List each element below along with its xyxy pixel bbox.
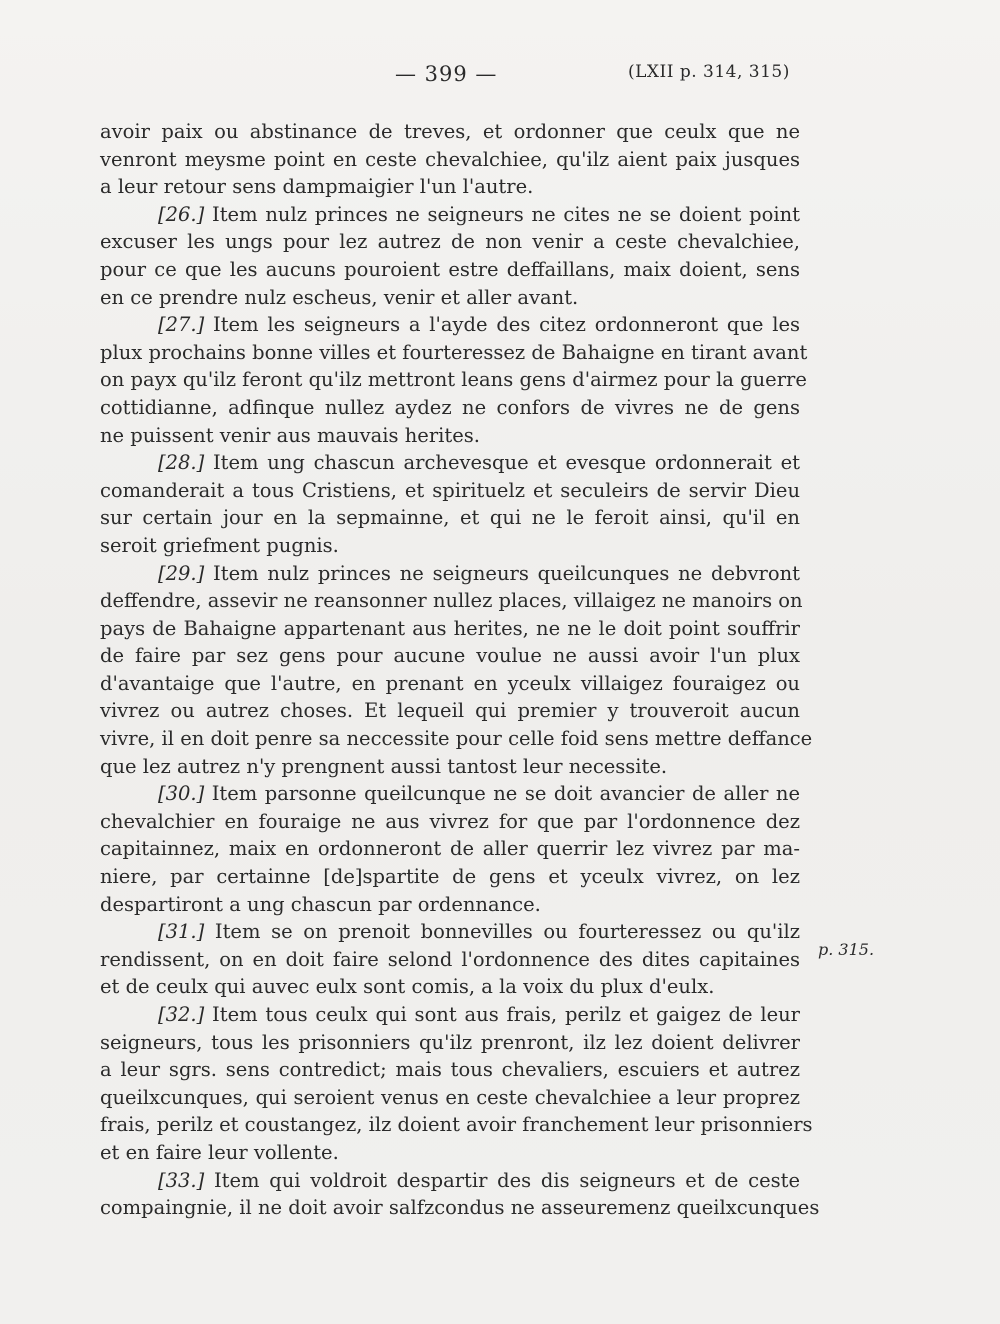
line-text: cottidianne, adfinque nullez aydez ne confors de vivres ne de gens (100, 395, 800, 419)
paragraph-number: [31.] (158, 920, 205, 944)
paragraph-start-line (100, 311, 800, 339)
text-line (100, 725, 813, 753)
line-text: excuser les ungs pour lez autrez de non venir a ceste chevalchiee, (100, 230, 800, 254)
page-number: — 399 — (395, 62, 498, 86)
text-line (100, 173, 800, 201)
text-line (100, 1111, 813, 1139)
text-line (100, 532, 800, 560)
paragraph-number: [32.] (158, 1003, 205, 1026)
line-text: comanderait a tous Cristiens, et spirituelz et seculeirs de servir Dieu (100, 478, 800, 502)
line-text: pays de Bahaigne appartenant aus herites, ne ne le doit point souffrir (100, 616, 800, 640)
page-reference: (LXII p. 314, 315) (628, 62, 790, 82)
text-line (100, 670, 800, 698)
line-text: pour ce que les aucuns pouroient estre deffaillans, maix doient, sens (100, 257, 800, 281)
paragraph-number: [26.] (158, 202, 205, 226)
line-text: capitainnez, maix en ordonneront de aller querrir lez vivrez par ma- (100, 837, 800, 861)
text-line (100, 753, 800, 781)
line-text: Item qui voldroit despartir des dis seigneurs et de ceste (204, 1168, 800, 1192)
text-line (100, 256, 800, 284)
line-text: en ce prendre nulz escheus, venir et aller avant. (100, 285, 579, 309)
paragraph-start-line (100, 780, 800, 808)
text-line (100, 1029, 800, 1057)
line-text: de faire par sez gens pour aucune voulue ne aussi avoir l'un plux (100, 644, 800, 668)
paragraph-number: [28.] (158, 451, 205, 475)
line-text: deffendre, assevir ne reansonner nullez places, villaigez ne manoirs on (100, 589, 803, 613)
text-line (100, 477, 800, 505)
paragraph-number: [27.] (158, 313, 205, 337)
line-text: Item ung chascun archevesque et evesque ordonnerait et (204, 451, 800, 475)
paragraph-number: [33.] (158, 1168, 205, 1192)
line-text: vivre, il en doit penre sa neccessite pour celle foid sens mettre deffance (100, 727, 813, 751)
line-text: seroit griefment pugnis. (100, 533, 339, 557)
line-text: niere, par certainne [de]spartite de gens et yceulx vivrez, on lez (100, 865, 800, 889)
paragraph-number: [29.] (158, 561, 205, 585)
text-line (100, 228, 800, 256)
line-text: queilxcunques, qui seroient venus en ceste chevalchiee a leur proprez (100, 1085, 800, 1109)
line-text: vivrez ou autrez choses. Et lequeil qui premier y trouveroit aucun (100, 699, 800, 723)
line-text: et en faire leur vollente. (100, 1140, 339, 1164)
text-line (100, 863, 800, 891)
line-text: ne puissent venir aus mauvais herites. (100, 423, 480, 447)
line-text: compaingnie, il ne doit avoir salfzcondus ne asseuremenz queilxcunques (100, 1196, 820, 1220)
line-text: seigneurs, tous les prisonniers qu'ilz prenront, ilz lez doient delivrer (100, 1030, 800, 1054)
text-line (100, 891, 800, 919)
body-text (100, 118, 820, 1222)
text-line (100, 504, 800, 532)
line-text: Item se on prenoit bonnevilles ou fourteressez ou qu'ilz (204, 920, 800, 944)
line-text: Item nulz princes ne seigneurs ne cites ne se doient point (204, 202, 800, 226)
text-line (100, 946, 800, 974)
line-text: Item nulz princes ne seigneurs queilcunques ne debvront (204, 561, 800, 585)
text-line (100, 1056, 800, 1084)
paragraph-start-line (100, 449, 800, 477)
line-text: et de ceulx qui auvec eulx sont comis, a la voix du plux d'eulx. (100, 975, 715, 999)
text-line (100, 697, 800, 725)
line-text: a leur retour sens dampmaigier l'un l'autre. (100, 175, 534, 199)
line-text: Item les seigneurs a l'ayde des citez ordonneront que les (204, 313, 800, 337)
line-text: avoir paix ou abstinance de treves, et ordonner que ceulx que ne (100, 120, 800, 143)
line-text: d'avantaige que l'autre, en prenant en yceulx villaigez fouraigez ou (100, 671, 800, 695)
text-line (100, 339, 808, 367)
paragraph-number: [30.] (158, 782, 205, 806)
text-line (100, 1084, 800, 1112)
paragraph-start-line (100, 1001, 800, 1029)
text-line (100, 394, 800, 422)
line-text: que lez autrez n'y prengnent aussi tantost leur necessite. (100, 754, 668, 778)
line-text: on payx qu'ilz feront qu'ilz mettront leans gens d'airmez pour la guerre (100, 368, 807, 392)
text-line (100, 1139, 800, 1167)
text-line (100, 973, 800, 1001)
text-line (100, 118, 800, 146)
line-text: sur certain jour en la sepmainne, et qui ne le feroit ainsi, qu'il en (100, 506, 800, 530)
text-line (100, 1194, 820, 1222)
line-text: rendissent, on en doit faire selond l'ordonnence des dites capitaines (100, 947, 800, 971)
page-header (0, 62, 1000, 86)
paragraph-start-line (100, 201, 800, 229)
line-text: plux prochains bonne villes et fourteressez de Bahaigne en tirant avant (100, 340, 808, 364)
line-text: Item parsonne queilcunque ne se doit avancier de aller ne (204, 782, 800, 806)
text-line (100, 422, 800, 450)
paragraph-start-line (100, 918, 800, 946)
paragraph-start-line (100, 560, 800, 588)
line-text: a leur sgrs. sens contredict; mais tous chevaliers, escuiers et autrez (100, 1058, 800, 1082)
margin-note: p. 315. (818, 940, 875, 959)
line-text: venront meysme point en ceste chevalchiee, qu'ilz aient paix jusques (100, 147, 800, 171)
text-line (100, 587, 803, 615)
text-line (100, 808, 800, 836)
line-text: chevalchier en fouraige ne aus vivrez for que par l'ordonnence dez (100, 809, 800, 833)
text-line (100, 366, 807, 394)
text-line (100, 835, 800, 863)
paragraph-start-line (100, 1167, 800, 1195)
text-line (100, 284, 800, 312)
text-line (100, 642, 800, 670)
text-line (100, 615, 800, 643)
text-line (100, 146, 800, 174)
line-text: despartiront a ung chascun par ordennance. (100, 892, 541, 916)
line-text: Item tous ceulx qui sont aus frais, perilz et gaigez de leur (204, 1003, 800, 1026)
line-text: frais, perilz et coustangez, ilz doient avoir franchement leur prisonniers (100, 1113, 813, 1137)
